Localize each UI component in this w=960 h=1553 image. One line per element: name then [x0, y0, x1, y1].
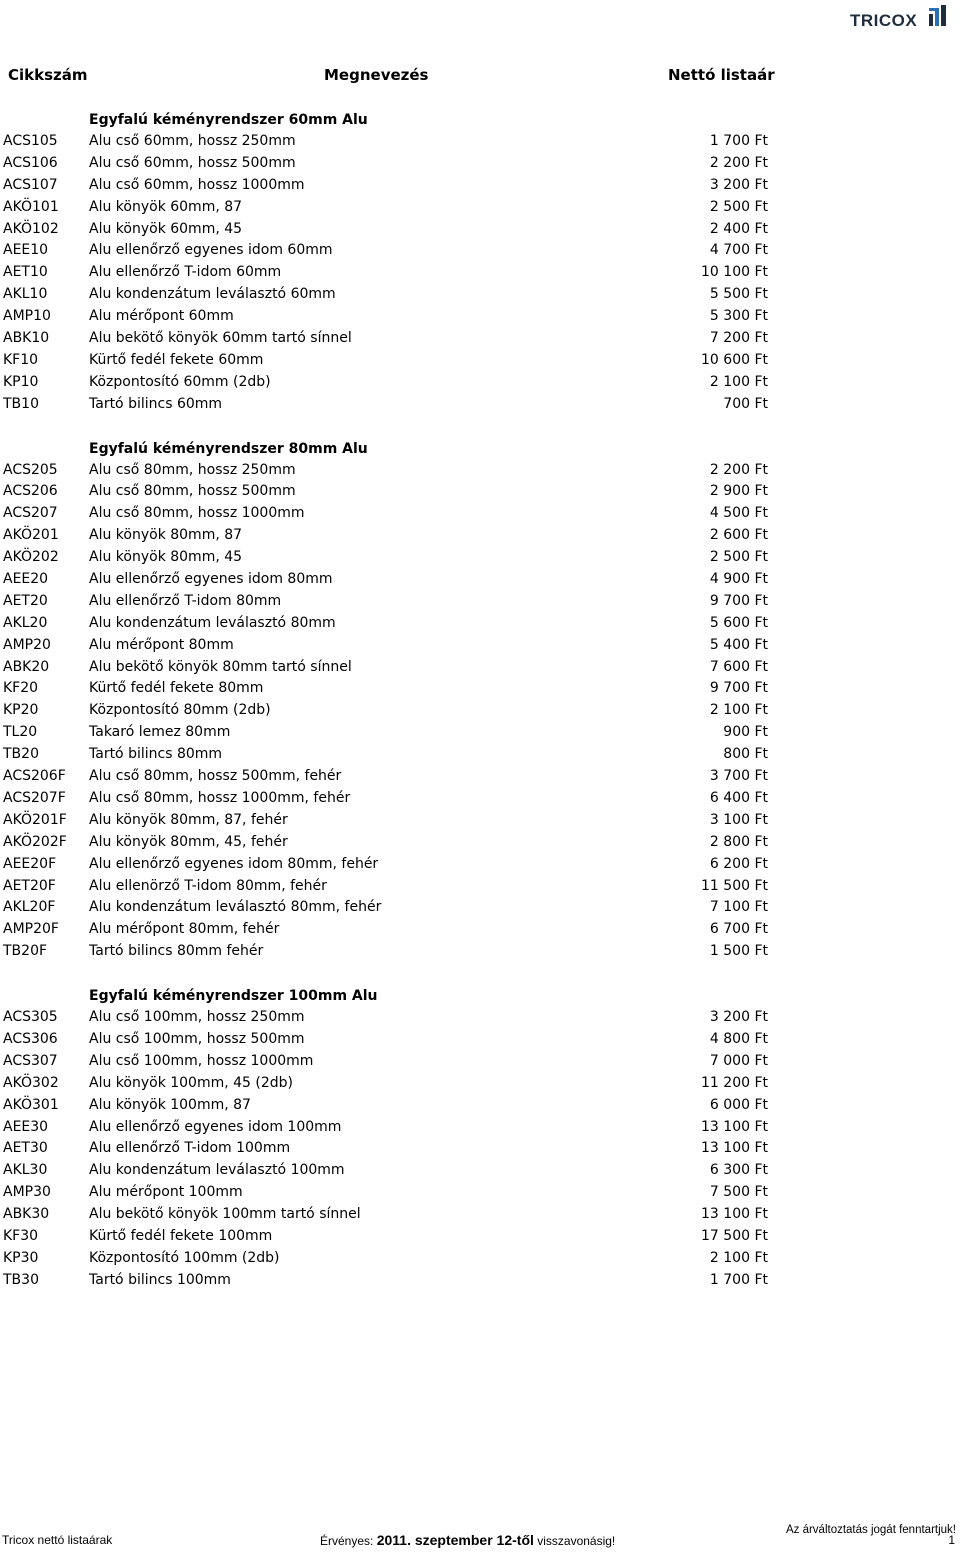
table-row [0, 1160, 960, 1182]
product-name: Központosító 100mm (2db) [89, 1249, 280, 1266]
product-name: Alu cső 80mm, hossz 1000mm [89, 505, 305, 522]
product-name: Alu ellenőrző T-idom 60mm [89, 264, 282, 281]
product-code: AKÖ201F [3, 811, 67, 828]
product-code: KP10 [3, 373, 39, 390]
product-code: KF10 [3, 351, 39, 368]
product-code: AKÖ201 [3, 527, 59, 544]
table-row [0, 1117, 960, 1139]
product-price: 7 500 Ft [709, 1184, 768, 1201]
product-price: 1 700 Ft [709, 1271, 768, 1288]
svg-text:TRICOX: TRICOX [850, 11, 918, 30]
product-price: 5 400 Ft [709, 636, 768, 653]
product-name: Alu kondenzátum leválasztó 60mm [89, 286, 336, 303]
product-name: Alu cső 100mm, hossz 250mm [89, 1009, 305, 1026]
table-row [0, 240, 960, 262]
table-row [0, 941, 960, 963]
product-price: 17 500 Ft [701, 1227, 768, 1244]
product-section [0, 985, 960, 1292]
product-name: Alu kondenzátum leválasztó 80mm, fehér [89, 899, 382, 916]
table-row [0, 591, 960, 613]
table-row [0, 219, 960, 241]
product-price: 2 900 Ft [709, 483, 768, 500]
table-row [0, 766, 960, 788]
table-row [0, 1270, 960, 1292]
product-price: 5 300 Ft [709, 308, 768, 325]
table-row [0, 547, 960, 569]
section-spacer [0, 416, 960, 438]
product-code: TB10 [3, 395, 39, 412]
product-name: Alu ellenőrző T-idom 100mm [89, 1140, 291, 1157]
product-code: AEE10 [3, 242, 49, 259]
product-price: 5 600 Ft [709, 614, 768, 631]
product-code: AKL20 [3, 614, 48, 631]
product-name: Alu cső 100mm, hossz 500mm [89, 1030, 305, 1047]
table-row [0, 460, 960, 482]
product-name: Alu bekötő könyök 80mm tartó sínnel [89, 658, 352, 675]
table-row [0, 722, 960, 744]
table-row [0, 1051, 960, 1073]
product-price: 13 100 Ft [701, 1206, 768, 1223]
product-price: 2 800 Ft [709, 833, 768, 850]
product-name: Alu cső 60mm, hossz 500mm [89, 154, 296, 171]
product-code: ACS206 [3, 483, 58, 500]
product-name: Alu mérőpont 100mm [89, 1184, 243, 1201]
product-name: Alu cső 60mm, hossz 250mm [89, 133, 296, 149]
validity-suffix: visszavonásig! [537, 1534, 616, 1548]
product-code: AKL20F [3, 899, 56, 916]
product-name: Takaró lemez 80mm [89, 724, 231, 741]
product-name: Alu cső 80mm, hossz 500mm [89, 483, 296, 500]
product-code: AKÖ102 [3, 220, 59, 237]
product-name: Alu ellenőrző egyenes idom 60mm [89, 242, 333, 259]
product-price: 13 100 Ft [701, 1140, 768, 1157]
table-row [0, 306, 960, 328]
product-code: AKÖ101 [3, 198, 59, 215]
table-row [0, 788, 960, 810]
table-row [0, 1226, 960, 1248]
product-price: 13 100 Ft [701, 1118, 768, 1135]
product-name: Központosító 60mm (2db) [89, 373, 271, 390]
product-name: Alu könyök 100mm, 87 [89, 1096, 251, 1113]
product-price: 9 700 Ft [709, 592, 768, 609]
product-name: Alu könyök 80mm, 87 [89, 527, 243, 544]
product-code: AKÖ301 [3, 1096, 59, 1113]
product-code: AET20 [3, 592, 48, 609]
price-change-note: Az árváltoztatás jogát fenntartjuk! [785, 1524, 956, 1536]
section-title: Egyfalú kéményrendszer 60mm Alu [89, 112, 368, 128]
product-code: ACS206F [3, 768, 66, 785]
table-row [0, 700, 960, 722]
product-code: KF20 [3, 680, 39, 697]
product-price: 2 500 Ft [709, 198, 768, 215]
product-name: Alu cső 100mm, hossz 1000mm [89, 1052, 314, 1069]
table-row [0, 1138, 960, 1160]
table-row [0, 1095, 960, 1117]
section-spacer [0, 963, 960, 985]
product-name: Alu mérőpont 80mm [89, 636, 234, 653]
product-code: AKÖ302 [3, 1074, 59, 1091]
product-code: TB20F [3, 943, 48, 960]
page-footer [0, 1533, 960, 1551]
product-name: Alu könyök 80mm, 45, fehér [89, 833, 288, 850]
product-section [0, 109, 960, 416]
product-code: ACS106 [3, 154, 58, 171]
table-row [0, 919, 960, 941]
product-name: Központosító 80mm (2db) [89, 702, 271, 719]
validity-label: Érvényes: [320, 1534, 374, 1548]
product-price: 2 400 Ft [709, 220, 768, 237]
product-name: Alu ellenörző T-idom 80mm, fehér [89, 877, 327, 894]
product-code: AEE20 [3, 571, 49, 588]
validity-date: 2011. szeptember 12-től [376, 1532, 534, 1548]
product-price: 9 700 Ft [709, 680, 768, 697]
table-row [0, 876, 960, 898]
table-row [0, 832, 960, 854]
table-row [0, 394, 960, 416]
table-row [0, 525, 960, 547]
product-price: 4 800 Ft [709, 1030, 768, 1047]
table-row [0, 481, 960, 503]
table-row [0, 1029, 960, 1051]
product-price: 2 600 Ft [709, 527, 768, 544]
price-list [0, 109, 960, 1292]
product-name: Alu ellenőrző T-idom 80mm [89, 592, 282, 609]
product-name: Alu könyök 80mm, 45 [89, 549, 243, 566]
product-code: ABK10 [3, 330, 50, 347]
table-row [0, 810, 960, 832]
product-price: 3 200 Ft [709, 176, 768, 193]
product-price: 800 Ft [723, 746, 768, 763]
table-row [0, 153, 960, 175]
product-code: AMP10 [3, 308, 51, 325]
product-code: AKL30 [3, 1162, 48, 1179]
table-row [0, 1248, 960, 1270]
product-code: TB30 [3, 1271, 39, 1288]
product-code: AKL10 [3, 286, 48, 303]
product-price: 6 700 Ft [709, 921, 768, 938]
product-price: 6 300 Ft [709, 1162, 768, 1179]
product-price: 6 000 Ft [709, 1096, 768, 1113]
table-row [0, 678, 960, 700]
product-name: Alu cső 80mm, hossz 1000mm, fehér [89, 789, 351, 806]
table-row [0, 1204, 960, 1226]
product-name: Alu ellenőrző egyenes idom 80mm [89, 571, 333, 588]
product-price: 4 700 Ft [709, 242, 768, 259]
product-code: ACS105 [3, 133, 58, 149]
product-price: 1 500 Ft [709, 943, 768, 960]
product-name: Alu mérőpont 60mm [89, 308, 234, 325]
table-row [0, 175, 960, 197]
product-price: 2 500 Ft [709, 549, 768, 566]
footer-title: Tricox nettó listaárak [2, 1533, 113, 1547]
table-row [0, 1182, 960, 1204]
table-row [0, 503, 960, 525]
product-code: ABK20 [3, 658, 50, 675]
product-code: ACS205 [3, 461, 58, 478]
table-row [0, 262, 960, 284]
product-price: 900 Ft [723, 724, 768, 741]
column-header-price: Nettó listaár [668, 66, 775, 84]
table-row [0, 197, 960, 219]
product-price: 1 700 Ft [709, 133, 768, 149]
table-row [0, 284, 960, 306]
product-name: Alu cső 80mm, hossz 500mm, fehér [89, 768, 342, 785]
product-price: 3 200 Ft [709, 1009, 768, 1026]
product-name: Alu bekötő könyök 60mm tartó sínnel [89, 330, 352, 347]
page-number: 1 [948, 1533, 955, 1547]
product-code: AEE20F [3, 855, 57, 872]
section-title: Egyfalú kéményrendszer 100mm Alu [89, 988, 378, 1005]
product-name: Tartó bilincs 80mm fehér [89, 943, 264, 960]
product-name: Alu könyök 60mm, 45 [89, 220, 243, 237]
product-name: Alu kondenzátum leválasztó 100mm [89, 1162, 345, 1179]
product-name: Alu cső 80mm, hossz 250mm [89, 461, 296, 478]
product-code: AET20F [3, 877, 56, 894]
product-price: 3 100 Ft [709, 811, 768, 828]
product-name: Alu ellenőrző egyenes idom 80mm, fehér [89, 855, 379, 872]
tricox-logo [850, 4, 960, 30]
product-code: AMP20F [3, 921, 59, 938]
product-code: KF30 [3, 1227, 39, 1244]
table-header [0, 66, 960, 88]
product-price: 7 000 Ft [709, 1052, 768, 1069]
table-row [0, 372, 960, 394]
product-name: Alu bekötő könyök 100mm tartó sínnel [89, 1206, 361, 1223]
product-name: Alu könyök 80mm, 87, fehér [89, 811, 288, 828]
product-section [0, 438, 960, 963]
product-code: AMP30 [3, 1184, 51, 1201]
product-price: 10 100 Ft [701, 264, 768, 281]
product-code: ACS107 [3, 176, 58, 193]
product-code: TL20 [3, 724, 38, 741]
product-price: 7 600 Ft [709, 658, 768, 675]
product-name: Tartó bilincs 60mm [89, 395, 223, 412]
table-row [0, 613, 960, 635]
product-price: 11 200 Ft [701, 1074, 768, 1091]
product-code: TB20 [3, 746, 39, 763]
product-price: 5 500 Ft [709, 286, 768, 303]
product-name: Alu könyök 100mm, 45 (2db) [89, 1074, 294, 1091]
product-price: 2 100 Ft [709, 702, 768, 719]
product-code: AKÖ202F [3, 833, 67, 850]
product-code: ACS207F [3, 789, 66, 806]
product-price: 7 200 Ft [709, 330, 768, 347]
table-row [0, 1073, 960, 1095]
product-price: 11 500 Ft [701, 877, 768, 894]
product-code: ACS306 [3, 1030, 58, 1047]
table-row [0, 328, 960, 350]
product-code: ACS207 [3, 505, 58, 522]
product-price: 700 Ft [723, 395, 768, 412]
product-code: KP20 [3, 702, 39, 719]
table-row [0, 569, 960, 591]
table-row [0, 635, 960, 657]
product-name: Kürtő fedél fekete 60mm [89, 351, 264, 368]
product-price: 2 100 Ft [709, 1249, 768, 1266]
product-code: ABK30 [3, 1206, 50, 1223]
product-price: 2 200 Ft [709, 154, 768, 171]
table-row [0, 131, 960, 153]
product-name: Alu kondenzátum leválasztó 80mm [89, 614, 336, 631]
table-row [0, 744, 960, 766]
validity-text [320, 1532, 615, 1548]
product-price: 2 100 Ft [709, 373, 768, 390]
product-price: 10 600 Ft [701, 351, 768, 368]
product-code: KP30 [3, 1249, 39, 1266]
product-name: Alu mérőpont 80mm, fehér [89, 921, 280, 938]
product-price: 7 100 Ft [709, 899, 768, 916]
product-price: 6 400 Ft [709, 789, 768, 806]
product-code: AET10 [3, 264, 48, 281]
table-row [0, 854, 960, 876]
product-name: Tartó bilincs 100mm [89, 1271, 231, 1288]
table-row [0, 897, 960, 919]
section-title: Egyfalú kéményrendszer 80mm Alu [89, 440, 368, 457]
product-name: Alu könyök 60mm, 87 [89, 198, 243, 215]
product-name: Kürtő fedél fekete 100mm [89, 1227, 273, 1244]
table-row [0, 350, 960, 372]
product-code: AMP20 [3, 636, 51, 653]
table-row [0, 1007, 960, 1029]
table-row [0, 657, 960, 679]
product-name: Tartó bilincs 80mm [89, 746, 223, 763]
product-price: 4 500 Ft [709, 505, 768, 522]
column-header-code: Cikkszám [8, 66, 88, 84]
product-name: Alu ellenőrző egyenes idom 100mm [89, 1118, 342, 1135]
product-name: Kürtő fedél fekete 80mm [89, 680, 264, 697]
product-price: 3 700 Ft [709, 768, 768, 785]
product-name: Alu cső 60mm, hossz 1000mm [89, 176, 305, 193]
product-code: AEE30 [3, 1118, 49, 1135]
product-code: ACS305 [3, 1009, 58, 1026]
product-price: 6 200 Ft [709, 855, 768, 872]
column-header-name: Megnevezés [324, 66, 429, 84]
product-price: 2 200 Ft [709, 461, 768, 478]
product-price: 4 900 Ft [709, 571, 768, 588]
product-code: AKÖ202 [3, 549, 59, 566]
product-code: ACS307 [3, 1052, 58, 1069]
product-code: AET30 [3, 1140, 48, 1157]
